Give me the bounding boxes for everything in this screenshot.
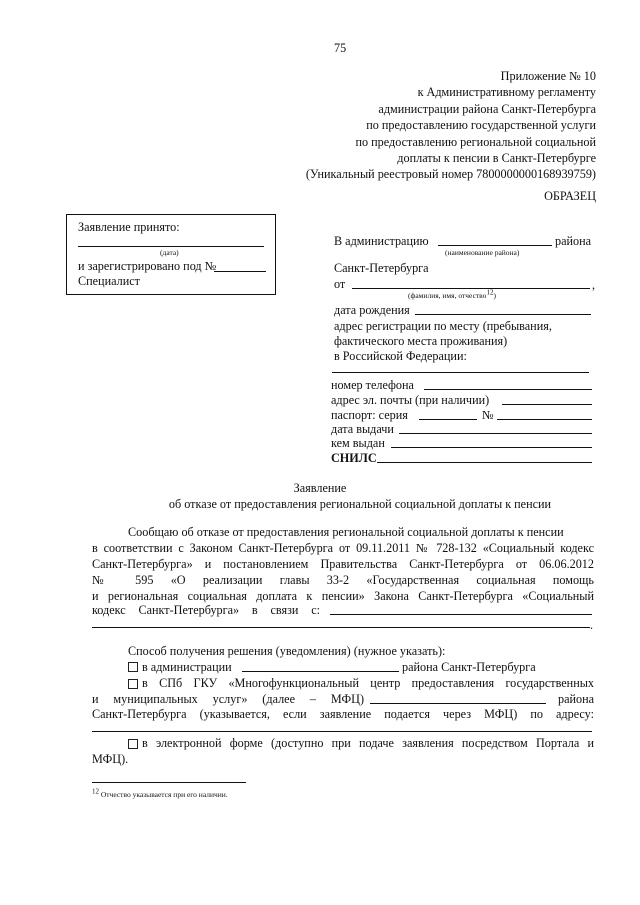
address-label-3: в Российской Федерации: (334, 349, 467, 363)
fio-caption-text: (фамилия, имя, отчество (408, 291, 487, 300)
snils-line[interactable] (377, 462, 592, 463)
address-label-2: фактического места проживания) (334, 334, 508, 348)
statement-title: Заявление (293, 481, 347, 495)
address-label-1: адрес регистрации по месту (пребывания, (334, 319, 552, 333)
fio-footnote-ref: 12 (486, 288, 494, 297)
issue-date-line[interactable] (399, 433, 592, 434)
footnote (92, 787, 228, 800)
passport-number-label: № (482, 408, 494, 422)
address-line[interactable] (332, 372, 589, 373)
option-mfc-line-1: в СПб ГКУ «Многофункциональный центр предоставления государственных (142, 676, 594, 690)
statement-body-line: № 595 «О реализации главы 33-2 «Государственная социальная помощь (92, 573, 594, 587)
statement-body-line: в соответствии с Законом Санкт-Петербурга от 09.11.2011 № 728-132 «Социальный кодекс (92, 541, 594, 555)
snils-label: СНИЛС (331, 451, 377, 465)
statement-body-line: Санкт-Петербурга» и постановлением Правительства Санкт-Петербурга от 06.06.2012 (92, 557, 594, 571)
appendix-line: доплаты к пенсии в Санкт-Петербурге (397, 151, 596, 166)
method-title: Способ получения решения (уведомления) (нужное указать): (128, 644, 446, 658)
appendix-line: (Уникальный реестровый номер 7800000000168939759) (305, 167, 596, 182)
appendix-line: по предоставлению региональной социальной (355, 134, 596, 149)
phone-line[interactable] (424, 389, 592, 390)
option-admin-checkbox[interactable] (128, 662, 138, 672)
appendix-line: Приложение № 10 (500, 69, 596, 83)
option-mfc-checkbox[interactable] (128, 679, 138, 689)
email-line[interactable] (502, 404, 592, 405)
option-admin-label-end: района Санкт-Петербурга (402, 660, 536, 674)
statement-body-line: и региональная социальная доплата к пенсии» Закона Санкт-Петербурга «Социальный (92, 589, 594, 603)
passport-number-line[interactable] (497, 419, 592, 420)
fio-comma: , (592, 278, 596, 292)
fio-line[interactable] (352, 288, 590, 289)
birth-date-label: дата рождения (334, 303, 410, 317)
district-label: района (555, 234, 592, 248)
statement-subtitle: об отказе от предоставления региональной социальной доплаты к пенсии (168, 497, 552, 511)
reason-line-2[interactable] (92, 627, 590, 628)
footnote-ref: 12 (92, 787, 99, 796)
appendix-header (306, 68, 596, 183)
option-electronic-line-1: в электронной форме (доступно при подаче заявления посредством Портала и (142, 736, 594, 750)
from-label: от (334, 277, 346, 291)
option-mfc-line-3: Санкт-Петербурга (указывается, если заявление подается через МФЦ) по адресу: (92, 707, 594, 721)
email-label: адрес эл. почты (при наличии) (331, 393, 490, 407)
fio-caption-end: ) (493, 291, 496, 300)
birth-date-line[interactable] (415, 314, 591, 315)
accepted-label: Заявление принято: (78, 220, 180, 234)
issued-by-line[interactable] (391, 447, 592, 448)
footnote-separator (92, 782, 246, 783)
option-admin-district-line[interactable] (242, 671, 399, 672)
specialist-label: Специалист (78, 274, 140, 288)
appendix-line: по предоставлению государственной услуги (366, 118, 596, 133)
issued-by-label: кем выдан (331, 436, 385, 450)
admin-district-line[interactable] (438, 245, 552, 246)
issue-date-label: дата выдачи (331, 422, 394, 436)
appendix-line: администрации района Санкт-Петербурга (378, 101, 596, 116)
page-number: 75 (334, 41, 347, 55)
passport-series-line[interactable] (419, 419, 477, 420)
passport-series-label: паспорт: серия (331, 408, 408, 422)
city-label: Санкт-Петербурга (334, 261, 429, 275)
fio-caption (408, 288, 496, 300)
statement-body-last: кодекс Санкт-Петербурга» в связи с: (92, 603, 320, 617)
sample-label: ОБРАЗЕЦ (544, 189, 596, 203)
option-mfc-district-label: района (558, 692, 595, 706)
date-field-line[interactable] (78, 246, 264, 247)
footnote-text: Отчество указывается при его наличии. (100, 790, 228, 799)
statement-body-line: Сообщаю об отказе от предоставления региональной социальной доплаты к пенсии (128, 525, 564, 539)
phone-label: номер телефона (331, 378, 414, 392)
reason-period: . (590, 618, 594, 632)
option-admin[interactable] (128, 659, 232, 675)
option-mfc-district-line[interactable] (370, 703, 546, 704)
option-electronic-checkbox[interactable] (128, 739, 138, 749)
reason-line-1[interactable] (330, 614, 592, 615)
option-mfc-line-2: и муниципальных услуг» (далее – МФЦ) (92, 692, 364, 706)
option-mfc-address-line[interactable] (92, 731, 592, 732)
option-electronic-line-2: МФЦ). (92, 752, 129, 766)
to-admin-label: В администрацию (334, 234, 429, 248)
registered-label: и зарегистрировано под № (78, 259, 217, 273)
appendix-line: к Административному регламенту (417, 85, 596, 100)
option-admin-label: в администрации (142, 660, 232, 674)
registration-number-line[interactable] (214, 271, 266, 272)
district-caption: (наименование района) (445, 248, 520, 257)
date-caption: (дата) (160, 248, 179, 257)
